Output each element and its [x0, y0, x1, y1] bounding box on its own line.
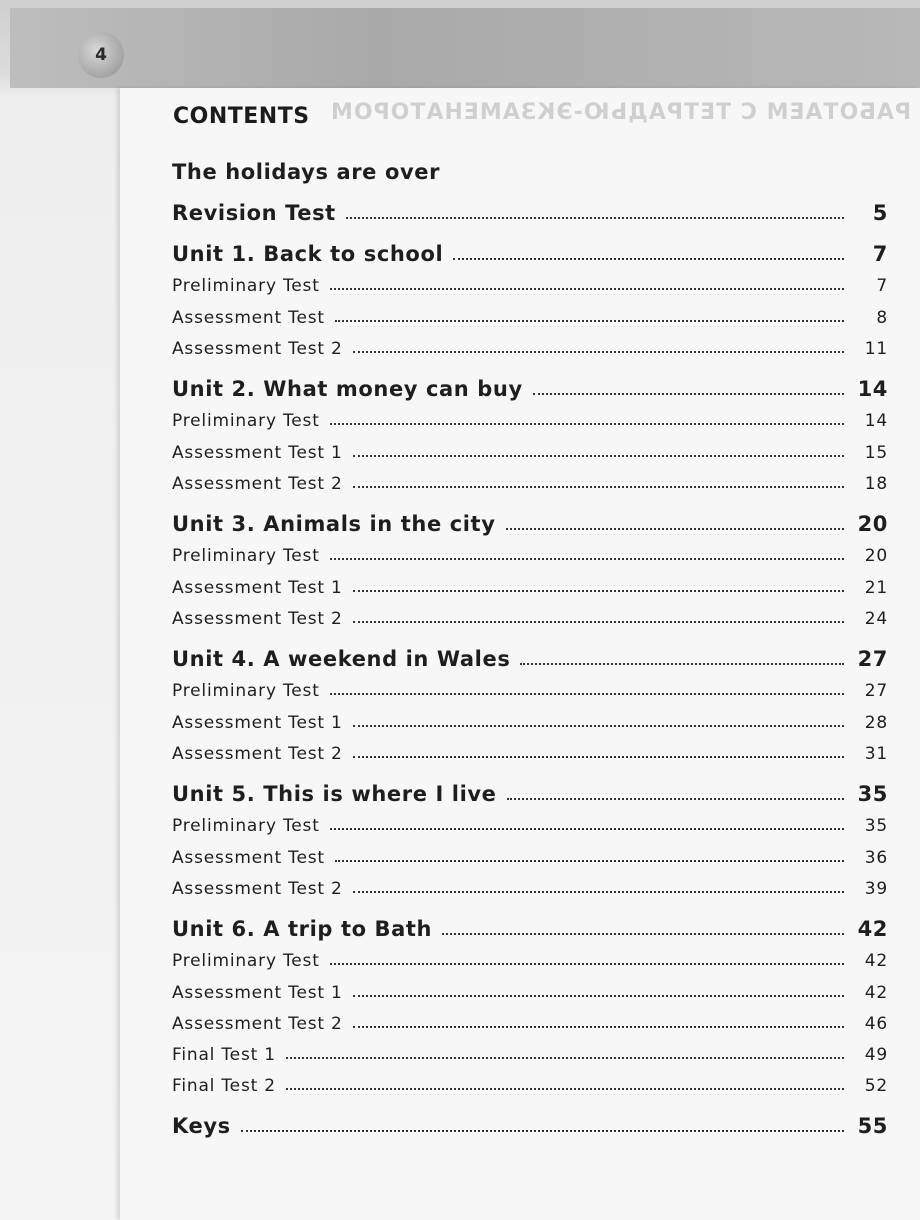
- leader-dots: [330, 826, 844, 830]
- leader-dots: [353, 1024, 844, 1028]
- toc-entry-label: Revision Test: [172, 201, 336, 225]
- toc-page-number: 42: [857, 917, 888, 941]
- toc-entry-label: Assessment Test 1: [172, 713, 343, 733]
- contents-title: CONTENTS: [173, 104, 310, 129]
- toc-entry-label: Preliminary Test: [172, 546, 320, 566]
- toc-unit-5[interactable]: [172, 782, 888, 806]
- toc-entry-label: Unit 1. Back to school: [172, 242, 444, 266]
- toc-entry[interactable]: [172, 816, 888, 836]
- toc-page-number: 15: [864, 443, 888, 463]
- bleed-through-text: РАБОТАЕМ С ТЕТРАДЬЮ-ЭКЗАМЕНАТОРОМ: [330, 100, 912, 125]
- toc-page-number: 27: [857, 647, 888, 671]
- leader-dots: [353, 754, 844, 758]
- toc-entry-label: Preliminary Test: [172, 951, 320, 971]
- toc-entry-label: Assessment Test: [172, 848, 325, 868]
- toc-entry[interactable]: [172, 276, 888, 296]
- toc-entry-label: The holidays are over: [172, 160, 441, 184]
- toc-entry-revision-test[interactable]: [172, 201, 888, 225]
- toc-entry-label: Unit 2. What money can buy: [172, 377, 523, 401]
- toc-page-number: 36: [864, 848, 888, 868]
- leader-dots: [442, 931, 844, 935]
- leader-dots: [353, 889, 844, 893]
- toc-entry-label: Assessment Test 2: [172, 1014, 343, 1034]
- toc-entry[interactable]: [172, 578, 888, 598]
- leader-dots: [453, 256, 844, 260]
- leader-dots: [353, 993, 844, 997]
- toc-page-number: 35: [864, 816, 888, 836]
- toc-entry[interactable]: [172, 951, 888, 971]
- leader-dots: [353, 588, 844, 592]
- toc-unit-2[interactable]: [172, 377, 888, 401]
- toc-entry[interactable]: [172, 744, 888, 764]
- leader-dots: [330, 961, 844, 965]
- toc-entry-label: Preliminary Test: [172, 411, 320, 431]
- toc-page-number: 14: [857, 377, 888, 401]
- leader-dots: [346, 215, 844, 219]
- leader-dots: [330, 556, 844, 560]
- toc-entry[interactable]: [172, 339, 888, 359]
- toc-entry[interactable]: [172, 879, 888, 899]
- toc-entry[interactable]: [172, 1045, 888, 1065]
- toc-page-number: 24: [864, 609, 888, 629]
- toc-page-number: 35: [857, 782, 888, 806]
- toc-entry[interactable]: [172, 443, 888, 463]
- toc-page-number: 52: [864, 1076, 888, 1096]
- toc-entry[interactable]: [172, 546, 888, 566]
- toc-entry-label: Assessment Test 1: [172, 578, 343, 598]
- toc-unit-6[interactable]: [172, 917, 888, 941]
- toc-entry[interactable]: [172, 713, 888, 733]
- toc-entry-label: Keys: [172, 1114, 231, 1138]
- toc-page-number: 46: [864, 1014, 888, 1034]
- toc-entry[interactable]: [172, 983, 888, 1003]
- toc-entry[interactable]: [172, 474, 888, 494]
- toc-entry-label: Assessment Test 2: [172, 879, 343, 899]
- toc-page-number: 5: [872, 201, 888, 225]
- toc-entry-label: Assessment Test 2: [172, 339, 343, 359]
- toc-entry-label: Assessment Test 2: [172, 744, 343, 764]
- toc-entry-label: Assessment Test 2: [172, 474, 343, 494]
- toc-unit-3[interactable]: [172, 512, 888, 536]
- leader-dots: [353, 484, 844, 488]
- toc-entry[interactable]: [172, 411, 888, 431]
- toc-entry[interactable]: [172, 1014, 888, 1034]
- leader-dots: [507, 796, 845, 800]
- leader-dots: [241, 1128, 844, 1132]
- leader-dots: [506, 526, 845, 530]
- toc-entry-label: Unit 4. A weekend in Wales: [172, 647, 511, 671]
- leader-dots: [330, 691, 844, 695]
- toc-entry[interactable]: [172, 609, 888, 629]
- toc-section-heading[interactable]: [172, 160, 888, 184]
- toc-entry[interactable]: [172, 308, 888, 328]
- leader-dots: [353, 453, 844, 457]
- toc-entry-label: Preliminary Test: [172, 816, 320, 836]
- page-number-badge: 4: [78, 32, 124, 78]
- toc-entry-label: Unit 6. A trip to Bath: [172, 917, 433, 941]
- toc-entry-label: Unit 5. This is where I live: [172, 782, 497, 806]
- toc-page-number: 18: [864, 474, 888, 494]
- toc-entry-label: Assessment Test 1: [172, 983, 343, 1003]
- toc-entry[interactable]: [172, 681, 888, 701]
- toc-entry-label: Assessment Test: [172, 308, 325, 328]
- leader-dots: [520, 661, 844, 665]
- toc-entry-label: Preliminary Test: [172, 276, 320, 296]
- toc-entry[interactable]: [172, 848, 888, 868]
- toc-page-number: 27: [864, 681, 888, 701]
- toc-page-number: 7: [872, 242, 888, 266]
- leader-dots: [335, 858, 844, 862]
- toc-page-number: 7: [876, 276, 888, 296]
- toc-entry-label: Assessment Test 1: [172, 443, 343, 463]
- toc-keys[interactable]: [172, 1114, 888, 1138]
- toc-entry-label: Final Test 2: [172, 1076, 276, 1096]
- toc-page-number: 49: [864, 1045, 888, 1065]
- leader-dots: [330, 286, 844, 290]
- toc-entry-label: Preliminary Test: [172, 681, 320, 701]
- toc-page-number: 11: [864, 339, 888, 359]
- toc-page-number: 31: [864, 744, 888, 764]
- toc-page-number: 28: [864, 713, 888, 733]
- toc-unit-1[interactable]: [172, 242, 888, 266]
- leader-dots: [286, 1086, 844, 1090]
- leader-dots: [353, 723, 844, 727]
- toc-page-number: 14: [864, 411, 888, 431]
- toc-page-number: 42: [864, 983, 888, 1003]
- leader-dots: [330, 421, 844, 425]
- toc-page-number: 39: [864, 879, 888, 899]
- leader-dots: [335, 318, 844, 322]
- toc-entry-label: Assessment Test 2: [172, 609, 343, 629]
- toc-page-number: 8: [876, 308, 888, 328]
- leader-dots: [286, 1055, 844, 1059]
- toc-entry-label: Final Test 1: [172, 1045, 276, 1065]
- toc-page-number: 20: [864, 546, 888, 566]
- toc-page-number: 21: [864, 578, 888, 598]
- toc-page-number: 55: [857, 1114, 888, 1138]
- toc-entry[interactable]: [172, 1076, 888, 1096]
- leader-dots: [533, 391, 844, 395]
- toc-page-number: 42: [864, 951, 888, 971]
- toc-entry-label: Unit 3. Animals in the city: [172, 512, 496, 536]
- toc-unit-4[interactable]: [172, 647, 888, 671]
- leader-dots: [353, 619, 844, 623]
- toc-page-number: 20: [857, 512, 888, 536]
- leader-dots: [353, 349, 844, 353]
